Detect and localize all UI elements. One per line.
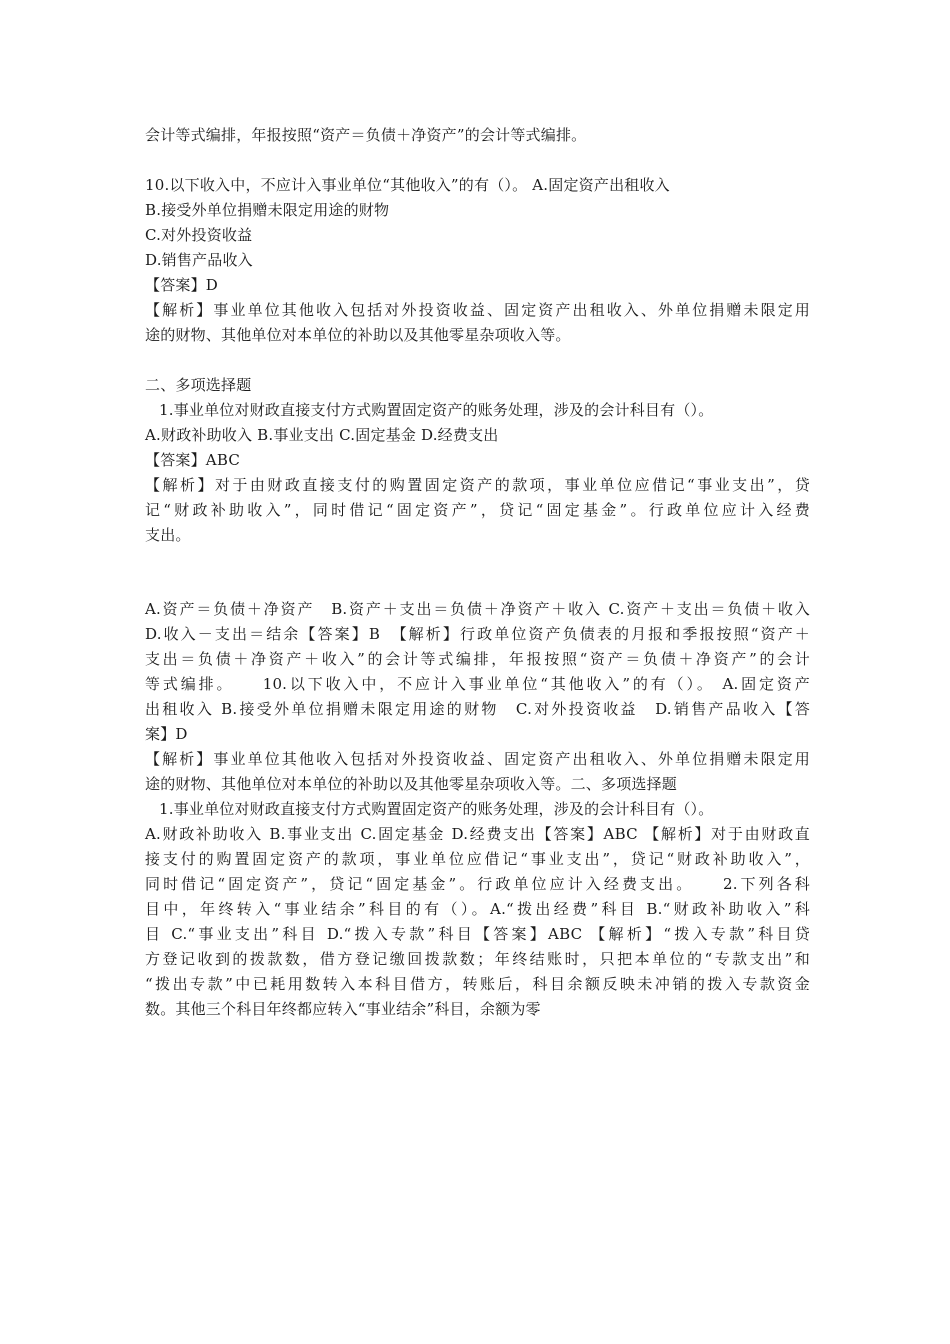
analysis-line: 【解析】事业单位其他收入包括对外投资收益、固定资产出租收入、外单位捐赠未限定用	[145, 301, 810, 319]
paragraph-line: 接支付的购置固定资产的款项，事业单位应借记“事业支出”，贷记“财政补助收入”，	[145, 850, 810, 868]
analysis-line: 途的财物、其他单位对本单位的补助以及其他零星杂项收入等。	[145, 326, 571, 344]
text-block-intro	[145, 123, 810, 148]
paragraph-line: 案】D	[145, 725, 188, 743]
analysis-line: 支出。	[145, 526, 191, 544]
paragraph-line: 【解析】事业单位其他收入包括对外投资收益、固定资产出租收入、外单位捐赠未限定用	[145, 750, 810, 768]
option-line: A.财政补助收入 B.事业支出 C.固定基金 D.经费支出	[145, 426, 499, 444]
question-line: 1.事业单位对财政直接支付方式购置固定资产的账务处理，涉及的会计科目有（）。	[159, 401, 714, 419]
analysis-line: 记“财政补助收入”，同时借记“固定资产”，贷记“固定基金”。行政单位应计入经费	[145, 501, 810, 519]
paragraph-line: A.资产＝负债＋净资产 B.资产＋支出＝负债＋净资产＋收入 C.资产＋支出＝负债＋收入	[145, 600, 810, 618]
answer-line: 【答案】D	[145, 276, 219, 294]
question-10-block	[145, 173, 810, 348]
analysis-line: 【解析】对于由财政直接支付的购置固定资产的款项，事业单位应借记“事业支出”，贷	[145, 476, 810, 494]
paragraph-line: 会计等式编排，年报按照“资产＝负债＋净资产”的会计等式编排。	[145, 126, 587, 144]
paragraph-line: 数。其他三个科目年终都应转入“事业结余”科目，余额为零	[145, 1000, 541, 1018]
paragraph-line: 出租收入 B.接受外单位捐赠未限定用途的财物 C.对外投资收益 D.销售产品收入【答	[145, 700, 810, 718]
answer-line: 【答案】ABC	[145, 451, 241, 469]
paragraph-line: 支出＝负债＋净资产＋收入”的会计等式编排，年报按照“资产＝负债＋净资产”的会计	[145, 650, 810, 668]
option-line: C.对外投资收益	[145, 226, 253, 244]
option-line: D.销售产品收入	[145, 251, 253, 269]
paragraph-line: 途的财物、其他单位对本单位的补助以及其他零星杂项收入等。二、多项选择题	[145, 775, 678, 793]
paragraph-line: 1.事业单位对财政直接支付方式购置固定资产的账务处理，涉及的会计科目有（）。	[159, 800, 714, 818]
paragraph-line: 同时借记“固定资产”，贷记“固定基金”。行政单位应计入经费支出。 2.下列各科	[145, 875, 810, 893]
multiple-choice-block	[145, 373, 810, 548]
paragraph-line: 方登记收到的拨款数，借方登记缴回拨款数；年终结账时，只把本单位的“专款支出”和	[145, 950, 810, 968]
paragraph-line: A.财政补助收入 B.事业支出 C.固定基金 D.经费支出【答案】ABC 【解析】对于由财政直	[145, 825, 810, 843]
paragraph-line: D.收入－支出＝结余【答案】B 【解析】行政单位资产负债表的月报和季报按照“资产＋	[145, 625, 810, 643]
section-heading: 二、多项选择题	[145, 376, 252, 394]
paragraph-line: “拨出专款”中已耗用数转入本科目借方，转账后，科目余额反映未冲销的拨入专款资金	[145, 975, 810, 993]
question-line: 10.以下收入中，不应计入事业单位“其他收入”的有（）。 A.固定资产出租收入	[145, 176, 670, 194]
paragraph-line: 目中，年终转入“事业结余”科目的有（）。A.“拨出经费”科目 B.“财政补助收入”科	[145, 900, 810, 918]
option-line: B.接受外单位捐赠未限定用途的财物	[145, 201, 390, 219]
repeated-content-block	[145, 597, 810, 1022]
paragraph-line: 目 C.“事业支出”科目 D.“拨入专款”科目【答案】ABC 【解析】“拨入专款”科目贷	[145, 925, 810, 943]
paragraph-line: 等式编排。 10.以下收入中，不应计入事业单位“其他收入”的有（）。 A.固定资产	[145, 675, 810, 693]
